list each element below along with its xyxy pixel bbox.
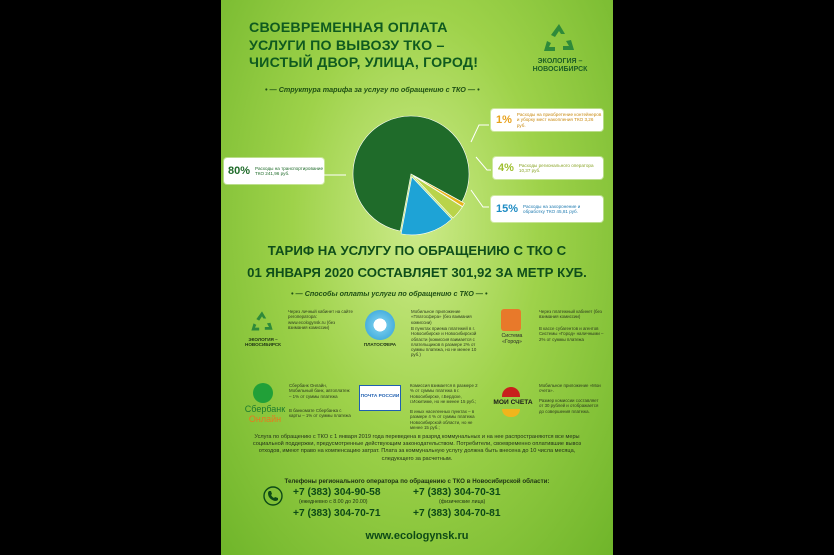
sber-text-2: В банкомате Сбербанка с карты – 1% от суммы платежа (289, 408, 351, 419)
callout-percent: 1% (496, 114, 512, 126)
moi-text-1: Мобильное приложение «Мои счета». (539, 383, 601, 394)
platosfera-text-1: Мобильное приложение «Платосфера» (без взимания комиссии) (411, 309, 472, 325)
tariff-line: 01 ЯНВАРЯ 2020 СОСТАВЛЯЕТ 301,92 ЗА МЕТР КУБ. (247, 265, 587, 280)
post-text-1: Комиссия взимается в размере 2 % от суммы платежа в г. Новосибирске, г.Бердске, г.Искитиме, но не менее 15 руб.; (410, 383, 478, 404)
title-line: ЧИСТЫЙ ДВОР, УЛИЦА, ГОРОД! (249, 55, 479, 71)
callout-percent: 4% (498, 162, 514, 174)
sberbank-logo-text (237, 404, 293, 424)
phone-icon (263, 486, 283, 506)
sistema-text-2: В кассе субагентов и агентов Системы «Город» наличными – 2% от суммы платежа (539, 326, 604, 342)
moi-scheta-logo-text: МОИ СЧЕТА (493, 399, 533, 406)
callout-disposal (491, 196, 603, 222)
payment-heading-text: Способы оплаты услуги по обращению с ТКО (304, 289, 474, 298)
platosfera-logo-text: ПЛАТОСФЕРА (363, 342, 397, 347)
phone-number[interactable]: +7 (383) 304-70-31 (413, 487, 501, 498)
post-logo-text: ПОЧТА РОССИИ (360, 394, 400, 399)
sberbank-logo-line: Онлайн (248, 414, 282, 424)
phone-number[interactable]: +7 (383) 304-70-81 (413, 508, 501, 519)
brand-name (524, 58, 596, 74)
russian-post-logo (359, 385, 401, 411)
payment-heading: • — Способы оплаты услуги по обращению с ТКО — • (291, 289, 488, 298)
phone-number[interactable]: +7 (383) 304-70-71 (293, 508, 381, 519)
phone-number[interactable]: +7 (383) 304-90-58 (293, 487, 381, 498)
poster (221, 0, 613, 555)
platosfera-text-2: В пунктах приема платежей в г. Новосибирске и Новосибирской области (комиссия взимается с плательщиков в размере 2% от суммы платежа, но не менее 10 руб.) (411, 326, 477, 358)
callout-text: Расходы на захоронение и обработку ТКО 45,81 руб. (523, 203, 581, 214)
callout-operator (493, 157, 603, 179)
callout-percent: 15% (496, 203, 519, 215)
sberbank-logo-icon (253, 383, 273, 403)
title-line: УСЛУГИ ПО ВЫВОЗУ ТКО – (249, 37, 445, 54)
callout-text: Расходы на приобретение контейнеров и уборку мест накопления ТКО 3,26 руб. (516, 111, 602, 128)
title-line: СВОЕВРЕМЕННАЯ ОПЛАТА (249, 20, 448, 36)
brand-line: НОВОСИБИРСК (532, 66, 588, 73)
phone-note: (физические лица) (439, 499, 486, 505)
brand-line: ЭКОЛОГИЯ – (537, 58, 583, 65)
sistema-logo-icon (501, 309, 521, 331)
phone-note: (ежедневно с 8.00 до 20.00) (299, 499, 368, 505)
tariff-statement (231, 240, 603, 284)
recycle-icon (541, 22, 577, 56)
structure-heading: • — Структура тарифа за услугу по обращению с ТКО — • (265, 85, 480, 94)
recycle-icon (249, 310, 275, 334)
moi-scheta-icon (502, 387, 520, 397)
sberbank-logo-line: Сбербанк (244, 404, 286, 414)
eco-method-text: Через личный кабинет на сайте регоператора: www.ecologynsk.ru (без взимания комиссии) (288, 309, 353, 330)
platosfera-logo-icon (365, 310, 395, 340)
poster-title (249, 20, 524, 73)
tariff-line: ТАРИФ НА УСЛУГУ ПО ОБРАЩЕНИЮ С ТКО С (267, 243, 567, 258)
callout-text: Расходы регионального оператора 10,37 руб. (518, 162, 594, 173)
moi-scheta-icon-bottom (502, 409, 520, 417)
callout-percent: 80% (228, 165, 251, 177)
callout-containers (491, 109, 603, 131)
callout-transport (224, 158, 324, 184)
post-text-2: В иных населенных пунктах – в размере 4 % от суммы платежа Новосибирской области, но не менее 15 руб.; (410, 409, 475, 430)
sber-text-1: Сбербанк Онлайн, Мобильный банк, автоплатеж – 1% от суммы платежа (289, 383, 350, 399)
structure-heading-text: Структура тарифа за услугу по обращению с ТКО (278, 85, 466, 94)
moi-text-2: Размер комиссии составляет от 30 рублей и отображается до совершения платежа. (539, 398, 599, 414)
sistema-text-1: Через платежный кабинет (без взимания комиссии) (539, 309, 602, 320)
sistema-logo-text: Система «Город» (501, 333, 523, 345)
phones-heading: Телефоны регионального оператора по обращению с ТКО в Новосибирской области: (284, 478, 550, 485)
eco-logo-text: ЭКОЛОГИЯ – НОВОСИБИРСК (245, 337, 281, 347)
info-paragraph: Услуга по обращению с ТКО с 1 января 2019 года переведена в разряд коммунальных и на нее распространяются все меры социальной поддержки, предусмотренные действующим законодательством. Потребители, своевременно оплатившие вывоз отходов, имеют право на компенсацию затрат. Плата за коммунальную услугу должна быть внесена до 10 числа месяца, следующего за расчетным. (252, 434, 582, 462)
callout-text: Расходы на транспортирование ТКО 241,96 руб. (255, 165, 324, 176)
website-link[interactable]: www.ecologynsk.ru (365, 530, 469, 542)
